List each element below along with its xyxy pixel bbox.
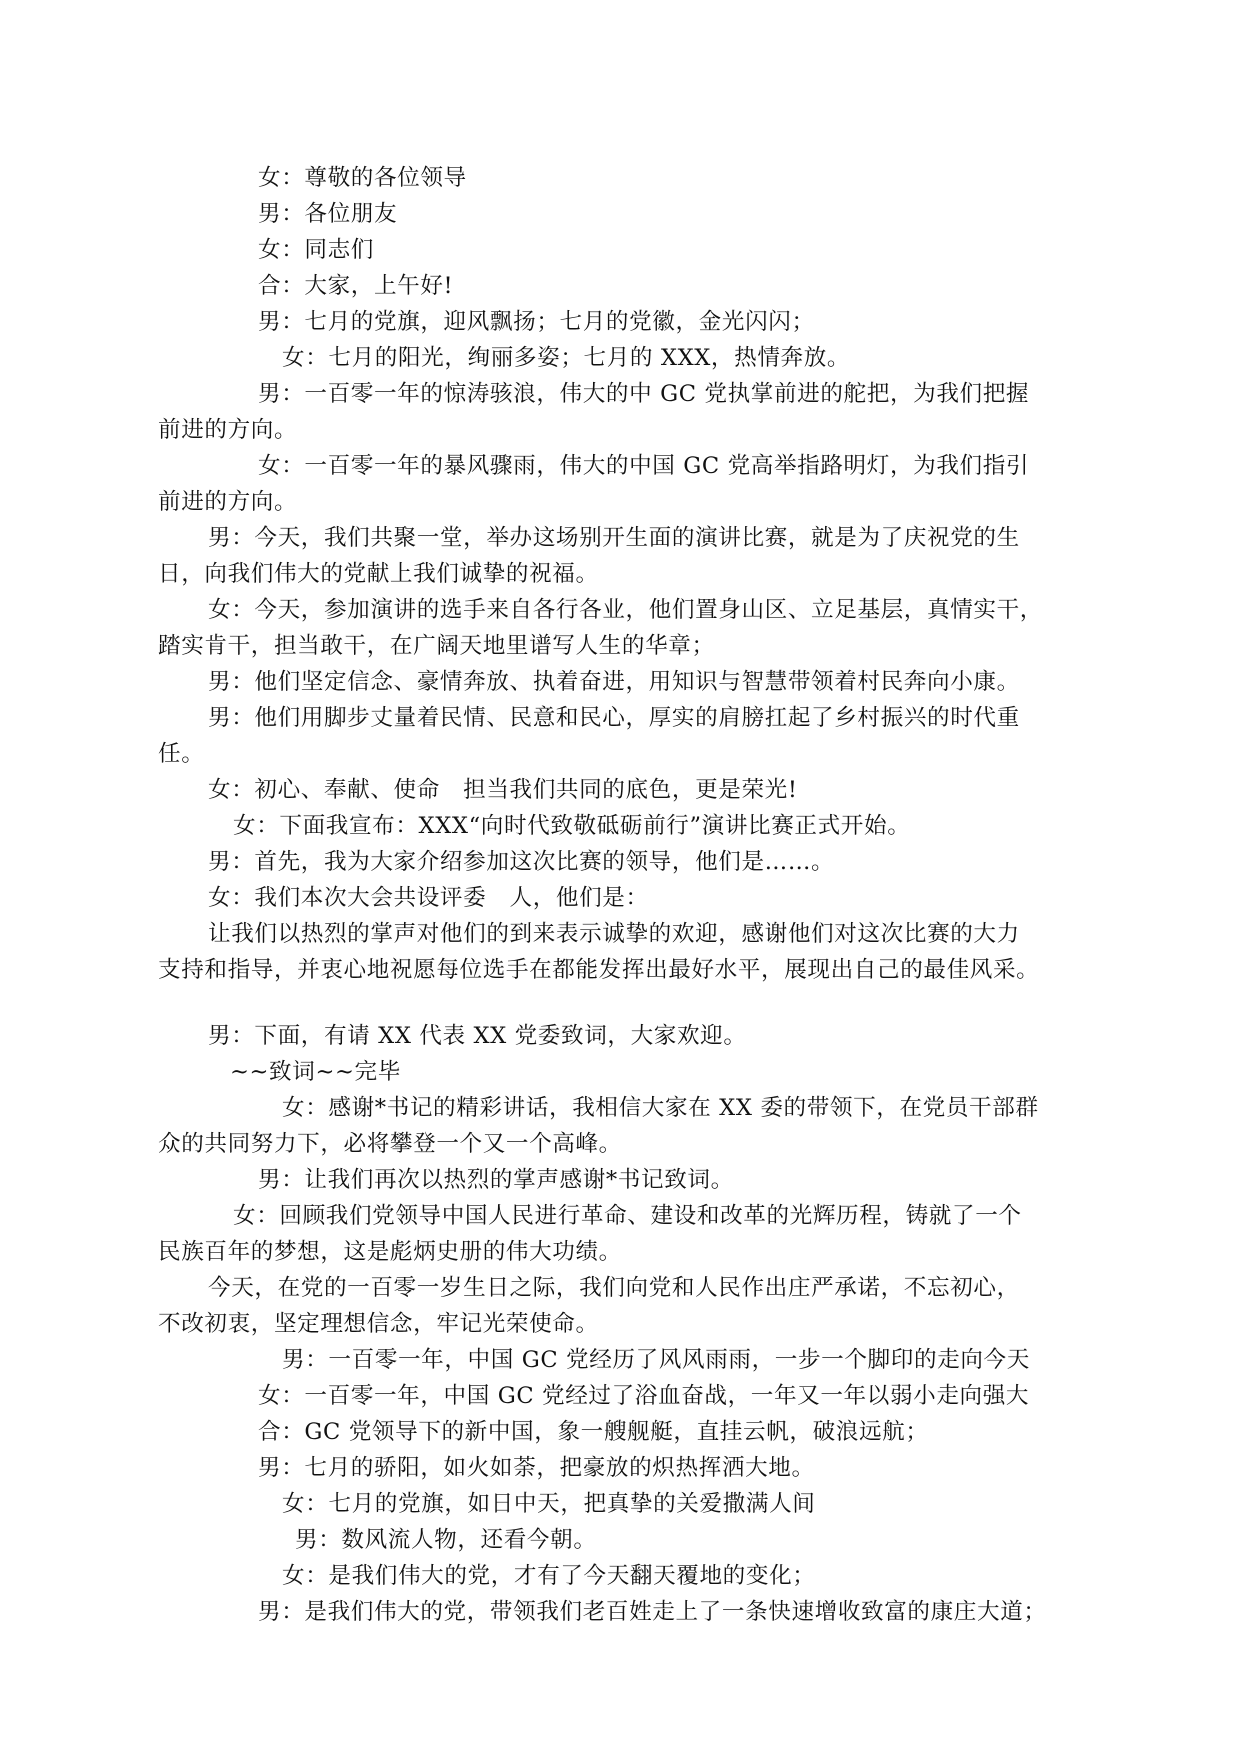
text-line: 踏实肯干，担当敢干，在广阔天地里谱写人生的华章； [158, 633, 715, 659]
text-line: 支持和指导，并衷心地祝愿每位选手在都能发挥出最好水平，展现出自己的最佳风采。 [158, 957, 1040, 983]
text-line: 男：今天，我们共聚一堂，举办这场别开生面的演讲比赛，就是为了庆祝党的生 [208, 525, 1020, 551]
text-line: 女：我们本次大会共设评委 人，他们是： [208, 885, 649, 911]
text-line: 男：是我们伟大的党，带领我们老百姓走上了一条快速增收致富的康庄大道； [258, 1599, 1047, 1625]
text-line: 前进的方向。 [158, 489, 298, 515]
text-line: 男：他们坚定信念、豪情奔放、执着奋进，用知识与智慧带领着村民奔向小康。 [208, 669, 1020, 695]
text-line: 合：大家，上午好! [258, 273, 454, 299]
text-line: 男：数风流人物，还看今朝。 [295, 1527, 597, 1553]
text-line: 民族百年的梦想，这是彪炳史册的伟大功绩。 [158, 1239, 622, 1265]
text-line: 女：下面我宣布：XXX“向时代致敬砥砺前行”演讲比赛正式开始。 [233, 813, 911, 839]
text-line: 日，向我们伟大的党献上我们诚挚的祝福。 [158, 561, 599, 587]
text-line: 女：七月的阳光，绚丽多姿；七月的 XXX，热情奔放。 [282, 345, 851, 371]
text-line: 女：一百零一年的暴风骤雨，伟大的中国 GC 党高举指路明灯，为我们指引 [258, 453, 1030, 479]
text-line: 女：初心、奉献、使命 担当我们共同的底色，更是荣光! [208, 777, 798, 803]
text-line: 女：今天，参加演讲的选手来自各行各业，他们置身山区、立足基层，真情实干， [208, 597, 1043, 623]
text-line: 男：一百零一年，中国 GC 党经历了风风雨雨，一步一个脚印的走向今天 [282, 1347, 1030, 1373]
text-line: 合：GC 党领导下的新中国，象一艘舰艇，直挂云帆，破浪远航； [258, 1419, 929, 1445]
text-line: 男：各位朋友 [258, 201, 398, 227]
text-line: 前进的方向。 [158, 417, 298, 443]
text-line: 男：让我们再次以热烈的掌声感谢*书记致词。 [258, 1167, 734, 1193]
text-line: 任。 [158, 741, 205, 767]
text-line: 女：感谢*书记的精彩讲话，我相信大家在 XX 委的带领下，在党员干部群 [282, 1095, 1039, 1121]
text-line: 女：尊敬的各位领导 [258, 165, 467, 191]
text-line: 不改初衷，坚定理想信念，牢记光荣使命。 [158, 1311, 599, 1337]
text-line: 男：七月的骄阳，如火如荼，把豪放的炽热挥洒大地。 [258, 1455, 815, 1481]
text-line: 众的共同努力下，必将攀登一个又一个高峰。 [158, 1131, 622, 1157]
text-line: 男：七月的党旗，迎风飘扬；七月的党徽，金光闪闪； [258, 309, 815, 335]
text-line: 女：同志们 [258, 237, 374, 263]
text-line: 女：是我们伟大的党，才有了今天翻天覆地的变化； [282, 1563, 816, 1589]
text-line: 男：他们用脚步丈量着民情、民意和民心，厚实的肩膀扛起了乡村振兴的时代重 [208, 705, 1020, 731]
text-line: 男：一百零一年的惊涛骇浪，伟大的中 GC 党执掌前进的舵把，为我们把握 [258, 381, 1030, 407]
text-line: 女：回顾我们党领导中国人民进行革命、建设和改革的光辉历程，铸就了一个 [233, 1203, 1022, 1229]
text-line: 女：七月的党旗，如日中天，把真挚的关爱撒满人间 [282, 1491, 816, 1517]
text-line: 今天，在党的一百零一岁生日之际，我们向党和人民作出庄严承诺，不忘初心， [208, 1275, 1020, 1301]
text-line: 女：一百零一年，中国 GC 党经过了浴血奋战，一年又一年以弱小走向强大 [258, 1383, 1030, 1409]
text-line: 让我们以热烈的掌声对他们的到来表示诚挚的欢迎，感谢他们对这次比赛的大力 [208, 921, 1020, 947]
text-line: 男：下面，有请 XX 代表 XX 党委致词，大家欢迎。 [208, 1023, 747, 1049]
text-line: 男：首先，我为大家介绍参加这次比赛的领导，他们是……。 [208, 849, 835, 875]
text-line: ~~致词~~完毕 [230, 1059, 401, 1085]
